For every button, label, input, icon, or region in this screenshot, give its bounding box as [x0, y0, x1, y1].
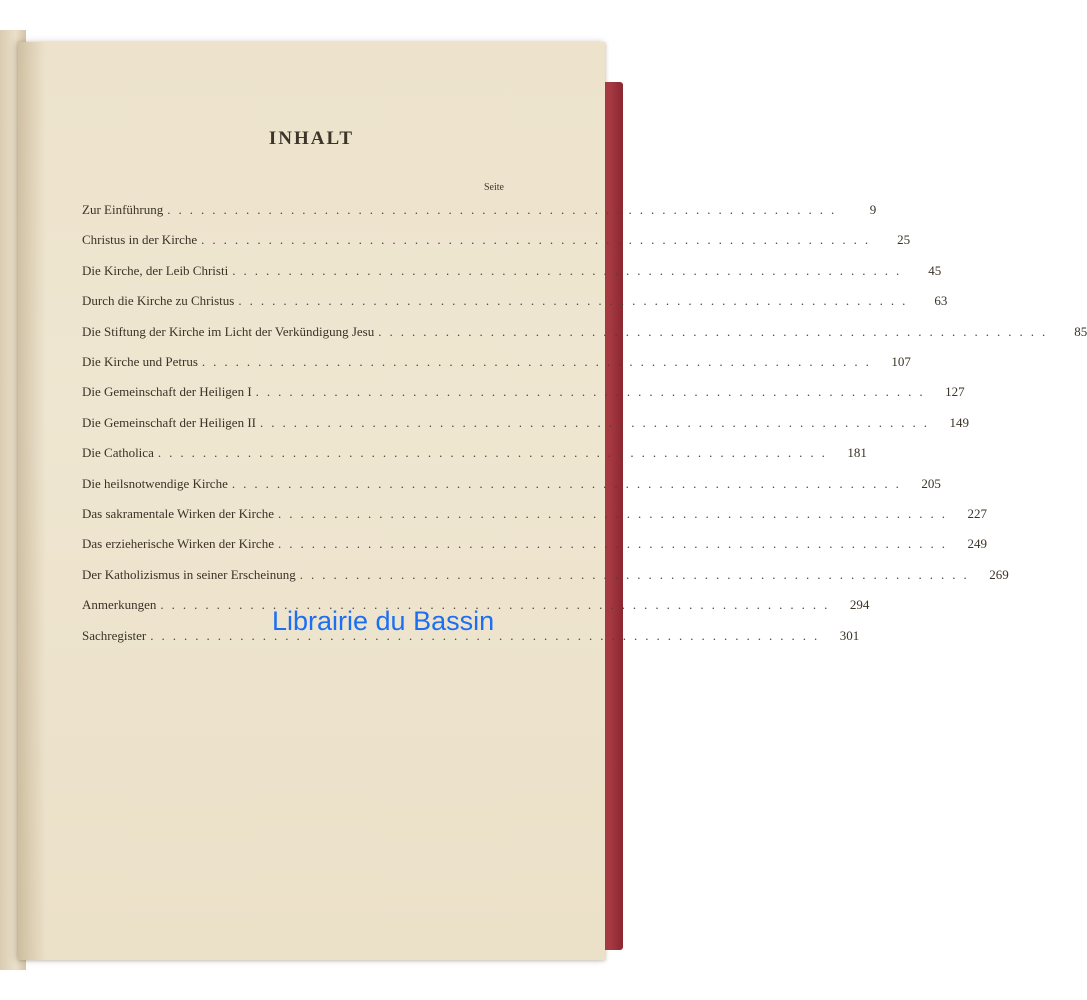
toc-leader-dots: ............................................................ — [378, 323, 1054, 339]
toc-entry-title: Die Kirche und Petrus — [82, 354, 198, 369]
toc-leader-dots: ............................................................ — [277, 536, 953, 552]
toc-entry — [82, 414, 969, 435]
toc-entry — [82, 506, 987, 526]
toc-entry — [82, 202, 877, 222]
toc-entry — [82, 475, 941, 496]
toc-entry-page: 85 — [1074, 323, 1087, 339]
toc-entry-title: Das sakramentale Wirken der Kirche — [82, 506, 274, 521]
toc-leader-dots: ............................................................ — [255, 384, 931, 400]
toc-entry-title: Die Catholica — [82, 445, 154, 461]
toc-entry-title: Die Gemeinschaft der Heiligen I — [82, 384, 252, 400]
toc-entry-page: 227 — [967, 506, 987, 521]
toc-entry-page: 181 — [847, 445, 867, 461]
toc-entry — [82, 536, 987, 556]
toc-leader-dots: ............................................................ — [299, 566, 975, 582]
toc-entry — [82, 354, 911, 374]
toc-entry-page: 45 — [928, 262, 942, 278]
toc-entry — [82, 232, 911, 252]
toc-entry-page: 107 — [891, 354, 911, 369]
toc-leader-dots: ............................................................ — [201, 232, 877, 248]
toc-entry-page: 63 — [934, 293, 948, 309]
toc-entry-page: 127 — [945, 384, 965, 400]
toc-leader-dots: ............................................................ — [259, 414, 935, 430]
toc-entry-page: 9 — [869, 202, 877, 217]
book-page — [18, 42, 1087, 960]
toc-entry-title: Zur Einführung — [82, 202, 164, 217]
page-title: INHALT — [268, 128, 355, 149]
toc-leader-dots: ............................................................ — [201, 354, 877, 369]
toc-entry — [82, 262, 942, 283]
toc-entry-title: Die Kirche, der Leib Christi — [82, 262, 229, 278]
page-column-label: Seite — [484, 182, 504, 193]
toc-entry-page: 149 — [949, 414, 969, 430]
toc-entry — [82, 566, 1009, 587]
toc-entry-title: Sachregister — [82, 627, 147, 643]
toc-leader-dots: ............................................................ — [278, 506, 953, 521]
toc-leader-dots: ............................................................ — [167, 202, 843, 217]
toc-leader-dots: ............................................................ — [238, 293, 914, 309]
toc-entry-title: Durch die Kirche zu Christus — [82, 293, 235, 309]
toc-leader-dots: ............................................................ — [160, 597, 836, 613]
toc-leader-dots: ............................................................ — [231, 475, 907, 491]
toc-entry-title: Die heilsnotwendige Kirche — [82, 475, 228, 491]
toc-entry-title: Die Gemeinschaft der Heiligen II — [82, 414, 256, 430]
toc-entry — [82, 323, 1087, 344]
toc-entry — [82, 384, 965, 404]
toc-entry — [82, 293, 948, 313]
toc-entry-title: Der Katholizismus in seiner Erscheinung — [82, 566, 296, 582]
toc-entry-title: Das erzieherische Wirken der Kirche — [82, 536, 274, 552]
toc-leader-dots: ............................................................ — [232, 262, 908, 278]
toc-entry-page: 205 — [921, 475, 941, 491]
toc-entry-page: 25 — [897, 232, 911, 248]
toc-leader-dots: ............................................................ — [157, 445, 833, 461]
toc-entry-title: Die Stiftung der Kirche im Licht der Verkündigung Jesu — [82, 323, 375, 339]
toc-leader-dots: ............................................................ — [150, 627, 826, 643]
toc-entry — [82, 445, 867, 465]
toc-entry-page: 294 — [849, 597, 870, 613]
page-gutter-shadow — [18, 42, 46, 960]
toc-entry-page: 269 — [989, 566, 1009, 582]
toc-entry-page: 249 — [967, 536, 987, 552]
watermark: Librairie du Bassin — [272, 606, 495, 636]
toc-entry-page: 301 — [839, 627, 860, 643]
toc-entry-title: Christus in der Kirche — [82, 232, 198, 248]
toc-entry-title: Anmerkungen — [82, 597, 157, 613]
